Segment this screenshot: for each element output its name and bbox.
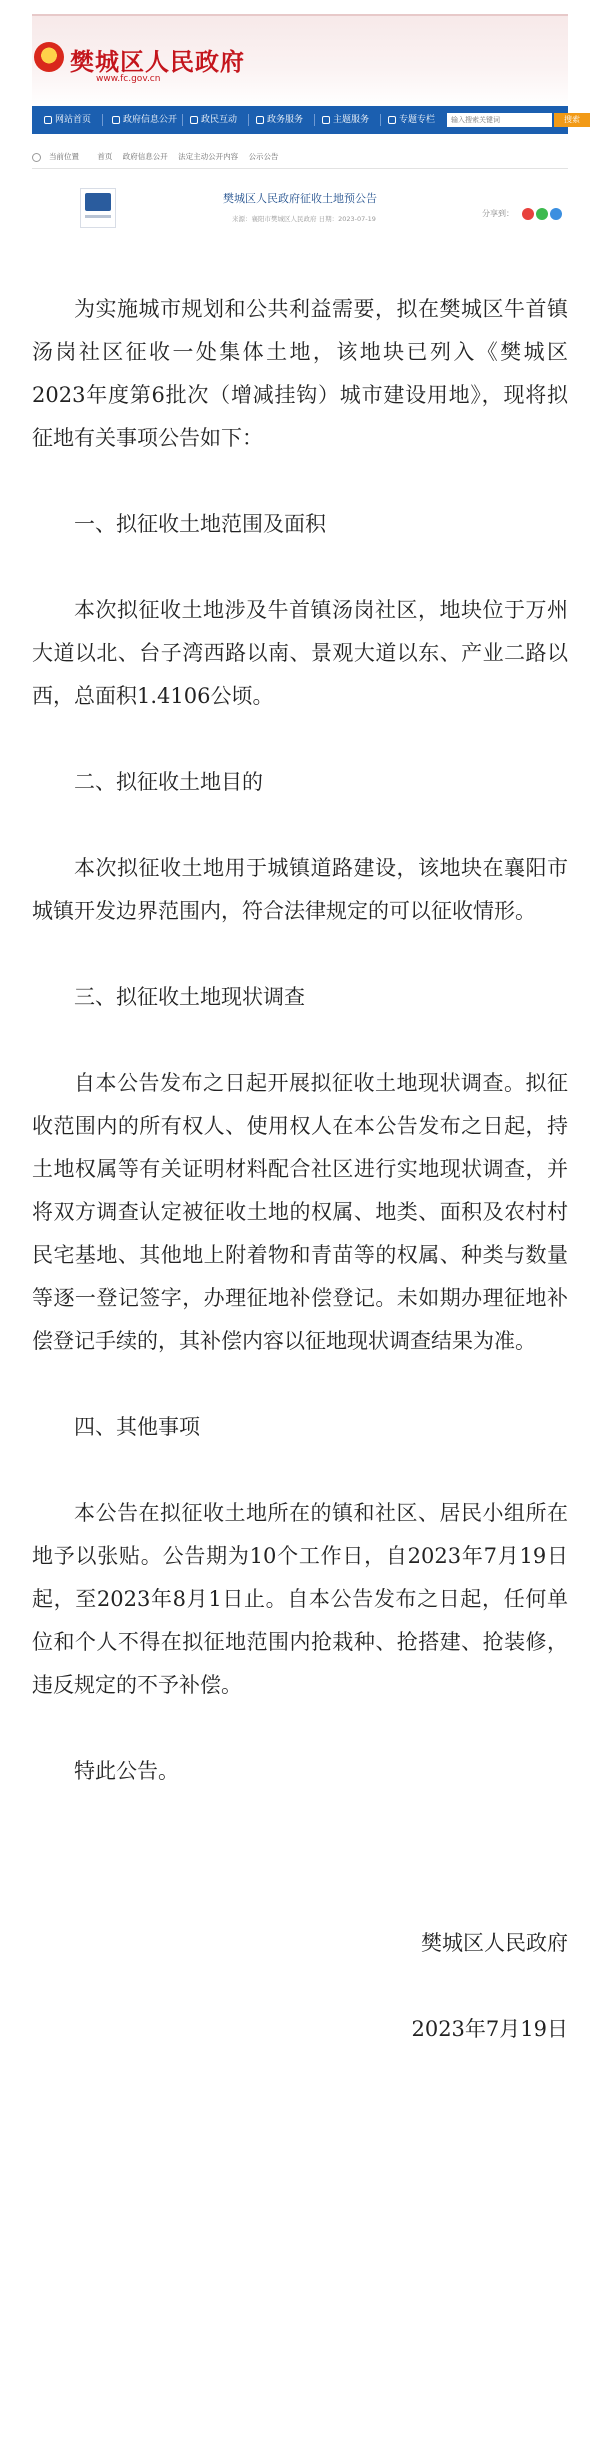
service-icon (256, 116, 264, 124)
article-paragraph: 本次拟征收土地用于城镇道路建设，该地块在襄阳市城镇开发边界范围内，符合法律规定的可以征收情形。 (32, 856, 568, 923)
article-title: 樊城区人民政府征收土地预公告 (223, 192, 377, 205)
breadcrumb-info-disclosure[interactable]: 政府信息公开 (122, 152, 168, 161)
article-paragraph: 本公告在拟征收土地所在的镇和社区、居民小组所在地予以张贴。公告期为10个工作日，自2023年7月19日起，至2023年8月1日止。自本公告发布之日起，任何单位和个人不得在拟征地范围内抢栽种、抢搭建、抢装修，违反规定的不予补偿。 (32, 1501, 568, 1697)
home-icon (44, 116, 52, 124)
nav-item-info-disclosure[interactable]: 政府信息公开 (112, 106, 177, 134)
section-heading: 四、其他事项 (74, 1415, 200, 1439)
nav-divider (314, 114, 315, 126)
grid-icon (322, 116, 330, 124)
article-paragraph: 自本公告发布之日起开展拟征收土地现状调查。拟征收范围内的所有权人、使用权人在本公告发布之日起，持土地权属等有关证明材料配合社区进行实地现状调查，并将双方调查认定被征收土地的权属、地类、面积及农村村民宅基地、其他地上附着物和青苗等的权属、种类与数量等逐一登记签字，办理征地补偿登记。未如期办理征地补偿登记手续的，其补偿内容以征地现状调查结果为准。 (32, 1071, 568, 1353)
search-input[interactable] (447, 113, 552, 127)
nav-item-home[interactable]: 网站首页 (44, 106, 91, 134)
section-heading: 二、拟征收土地目的 (74, 770, 263, 794)
article-meta: 来源：襄阳市樊城区人民政府 日期：2023-07-19 (232, 215, 376, 223)
signer: 樊城区人民政府 (421, 1931, 568, 1955)
search-button[interactable]: 搜索 (554, 113, 590, 127)
breadcrumb (32, 148, 568, 166)
breadcrumb-home[interactable]: 首页 (97, 152, 113, 161)
breadcrumb-statutory-content[interactable]: 法定主动公开内容 (178, 152, 239, 161)
article-body (32, 288, 568, 2051)
weibo-share-icon[interactable] (522, 208, 534, 220)
closing-remark: 特此公告。 (74, 1759, 179, 1783)
site-header (32, 14, 568, 106)
breadcrumb-current-location: 当前位置 (32, 152, 87, 161)
nav-divider (102, 114, 103, 126)
document-icon (112, 116, 120, 124)
article-header (32, 178, 568, 248)
announcement-date: 2023年7月19日 (411, 2017, 568, 2041)
site-name[interactable]: 樊城区人民政府 (70, 47, 245, 76)
share-label: 分享到： (482, 209, 514, 218)
article-paragraph: 本次拟征收土地涉及牛首镇汤岗社区，地块位于万州大道以北、台子湾西路以南、景观大道以东、产业二路以西，总面积1.4106公顷。 (32, 598, 568, 708)
nav-item-services[interactable]: 政务服务 (256, 106, 303, 134)
wechat-share-icon[interactable] (536, 208, 548, 220)
nav-divider (182, 114, 183, 126)
breadcrumb-announcements[interactable]: 公示公告 (248, 152, 279, 161)
breadcrumb-divider (32, 168, 568, 169)
site-url: www.fc.gov.cn (96, 74, 161, 84)
section-heading: 三、拟征收土地现状调查 (74, 985, 305, 1009)
main-nav (32, 106, 580, 134)
nav-divider (380, 114, 381, 126)
article-paragraph: 为实施城市规划和公共利益需要，拟在樊城区牛首镇汤岗社区征收一处集体土地，该地块已列入《樊城区2023年度第6批次（增减挂钩）城市建设用地》，现将拟征地有关事项公告如下： (32, 297, 568, 450)
nav-item-special-columns[interactable]: 专题专栏 (388, 106, 435, 134)
nav-item-topic-services[interactable]: 主题服务 (322, 106, 369, 134)
nav-divider (248, 114, 249, 126)
star-icon (388, 116, 396, 124)
qq-share-icon[interactable] (550, 208, 562, 220)
chat-icon (190, 116, 198, 124)
nav-item-interaction[interactable]: 政民互动 (190, 106, 237, 134)
location-icon (32, 153, 41, 162)
national-emblem-icon (34, 42, 64, 72)
section-heading: 一、拟征收土地范围及面积 (74, 512, 326, 536)
